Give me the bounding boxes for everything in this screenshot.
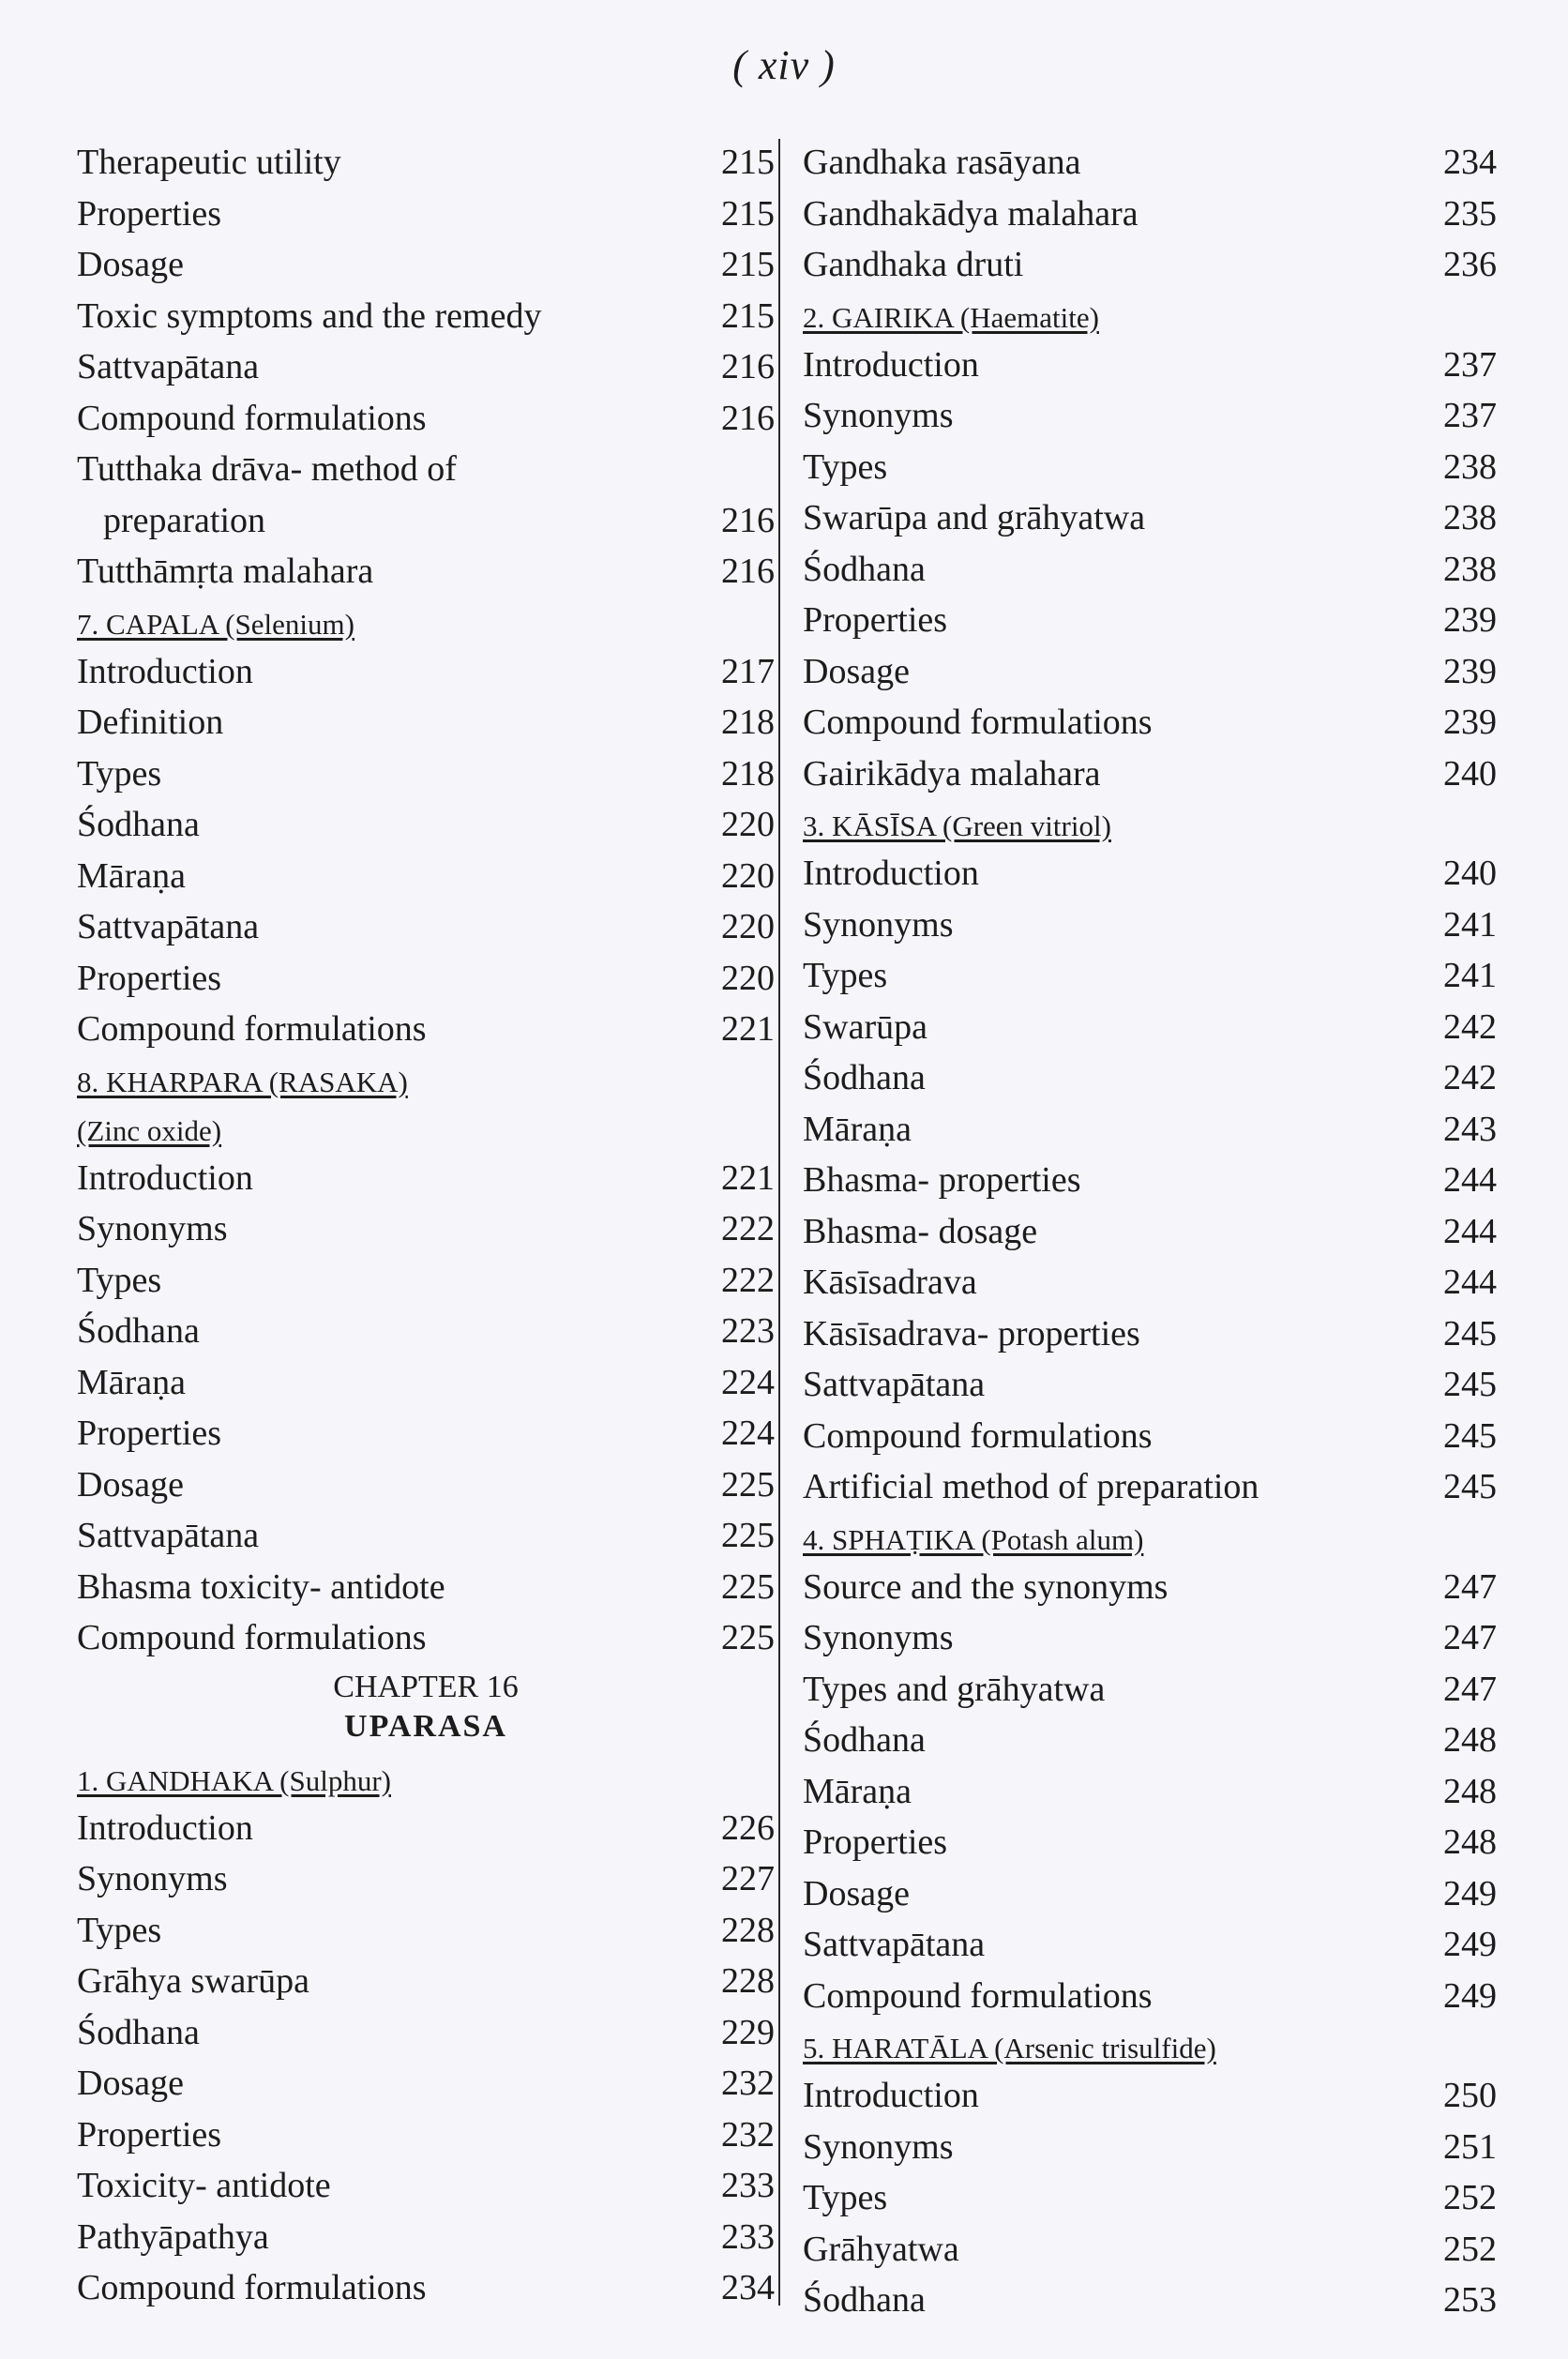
toc-page-number: 224 <box>721 1414 775 1453</box>
toc-entry <box>77 1956 775 2007</box>
toc-entry-title: Therapeutic utility <box>77 143 341 182</box>
toc-entry <box>77 1562 775 1613</box>
toc-entry-title: Types <box>77 753 162 794</box>
toc-page-number: 241 <box>1443 904 1497 945</box>
toc-page-number: 240 <box>1443 854 1497 893</box>
toc-entry <box>803 1461 1497 1513</box>
toc-entry-title: Introduction <box>803 2076 979 2115</box>
toc-entry-title: Compound formulations <box>77 398 427 438</box>
toc-page-number: 226 <box>721 1807 775 1848</box>
toc-page-number: 245 <box>1443 1415 1497 1456</box>
toc-entry-title: Properties <box>77 958 222 998</box>
toc-entry <box>803 2172 1497 2224</box>
toc-entry <box>803 749 1497 800</box>
toc-page-number: 227 <box>721 1859 775 1898</box>
toc-entry <box>803 1155 1497 1206</box>
toc-page-number: 220 <box>721 805 775 844</box>
toc-entry <box>77 1459 775 1511</box>
toc-page-number: 242 <box>1443 1058 1497 1097</box>
toc-page-number: 222 <box>721 1209 775 1248</box>
toc-entry-title: Compound formulations <box>803 703 1153 742</box>
toc-entry-title: 3. KĀSĪSA (Green vitriol) <box>803 809 1111 842</box>
toc-entry <box>77 1905 775 1957</box>
toc-page-number: 224 <box>721 1362 775 1402</box>
toc-entry <box>77 2212 775 2263</box>
toc-page-number: 247 <box>1443 1669 1497 1709</box>
toc-entry-title: Source and the synonyms <box>803 1566 1168 1607</box>
toc-page-number: 215 <box>721 193 775 234</box>
toc-entry-title: Śodhana <box>77 805 200 844</box>
toc-page-number: 225 <box>721 1566 775 1607</box>
toc-entry-title: Types <box>803 446 888 487</box>
toc-page-number: 236 <box>1443 245 1497 284</box>
toc-entry-title: 7. CAPALA (Selenium) <box>77 607 354 641</box>
toc-entry <box>803 239 1497 291</box>
toc-entry <box>77 393 775 445</box>
toc-page-number: 240 <box>1443 753 1497 794</box>
toc-entry-title: Pathyāpathya <box>77 2216 269 2257</box>
toc-entry-title: (Zinc oxide) <box>77 1113 222 1147</box>
toc-entry <box>77 1853 775 1905</box>
toc-entry <box>77 1153 775 1204</box>
toc-entry-title: Dosage <box>803 1873 910 1913</box>
toc-page-number: 243 <box>1443 1109 1497 1149</box>
toc-page-number: 238 <box>1443 446 1497 487</box>
toc-page-number: 233 <box>721 2216 775 2257</box>
toc-page-number: 221 <box>721 1009 775 1049</box>
toc-page-number: 248 <box>1443 1771 1497 1811</box>
toc-page-number: 251 <box>1443 2126 1497 2167</box>
toc-entry-title: Śodhana <box>803 1058 926 1097</box>
toc-entry <box>803 2275 1497 2326</box>
toc-entry <box>77 444 775 495</box>
toc-page-number: 220 <box>721 958 775 998</box>
toc-entry <box>803 2070 1497 2122</box>
toc-page-number: 242 <box>1443 1006 1497 1047</box>
toc-entry-title: 5. HARATĀLA (Arsenic trisulfide) <box>803 2032 1216 2064</box>
toc-page-number: 222 <box>721 1260 775 1300</box>
toc-entry <box>803 1104 1497 1156</box>
toc-entry-continuation <box>77 495 775 547</box>
toc-entry <box>77 291 775 342</box>
toc-entry <box>803 1411 1497 1462</box>
toc-entry-title: Types <box>803 956 888 995</box>
toc-entry-title: Gairikādya malahara <box>803 753 1101 794</box>
toc-entry-title: Compound formulations <box>803 1415 1153 1456</box>
toc-entry <box>77 799 775 851</box>
toc-entry <box>803 442 1497 493</box>
toc-entry-title: Properties <box>77 1414 222 1453</box>
toc-page-number: 221 <box>721 1157 775 1198</box>
toc-entry <box>803 137 1497 189</box>
toc-page-number: 249 <box>1443 1873 1497 1913</box>
toc-entry <box>803 1002 1497 1053</box>
toc-page-number: 228 <box>721 1910 775 1950</box>
toc-entry <box>77 189 775 240</box>
toc-entry <box>803 697 1497 749</box>
toc-page-number: 223 <box>721 1311 775 1351</box>
toc-entry-title: Synonyms <box>803 396 954 435</box>
toc-entry <box>77 137 775 189</box>
toc-entry-title: Swarūpa <box>803 1006 927 1047</box>
toc-entry <box>77 646 775 698</box>
toc-page-number: 220 <box>721 907 775 946</box>
toc-entry-title: 1. GANDHAKA (Sulphur) <box>77 1763 391 1797</box>
toc-entry <box>803 1206 1497 1258</box>
toc-page-number: 225 <box>721 1464 775 1505</box>
toc-page-number: 250 <box>1443 2076 1497 2115</box>
toc-entry <box>77 2109 775 2161</box>
toc-page-number: 245 <box>1443 1467 1497 1506</box>
toc-entry-title: 4. SPHAṬIKA (Potash alum) <box>803 1522 1144 1556</box>
toc-page-number: 249 <box>1443 1975 1497 2016</box>
toc-page-number: 245 <box>1443 1365 1497 1404</box>
toc-page-number: 245 <box>1443 1313 1497 1353</box>
toc-entry <box>803 1868 1497 1920</box>
toc-page-number: 228 <box>721 1961 775 2001</box>
toc-entry-title: Grāhyatwa <box>803 2229 959 2269</box>
column-divider <box>778 139 780 2306</box>
toc-page-number: 244 <box>1443 1263 1497 1302</box>
toc-entry-title: Synonyms <box>77 1859 228 1898</box>
toc-entry-title: Types <box>77 1910 162 1950</box>
toc-entry <box>77 2160 775 2212</box>
toc-entry-title: Properties <box>803 600 948 640</box>
toc-entry-title: Śodhana <box>803 549 926 589</box>
toc-entry <box>803 848 1497 900</box>
toc-page-number: 216 <box>721 398 775 438</box>
toc-entry <box>803 900 1497 951</box>
toc-entry <box>803 1664 1497 1716</box>
toc-entry-title: Tutthaka drāva- method of <box>77 449 457 489</box>
toc-entry-title: Śodhana <box>803 1720 926 1760</box>
toc-entry <box>77 546 775 597</box>
toc-page-number: 249 <box>1443 1925 1497 1964</box>
toc-entry <box>803 1308 1497 1360</box>
page-number-label: ( xiv ) <box>732 42 836 88</box>
toc-entry-title: 2. GAIRIKA (Haematite) <box>803 300 1099 334</box>
toc-entry-title: Synonyms <box>803 2126 954 2167</box>
toc-entry-title: Dosage <box>77 245 184 284</box>
toc-entry <box>77 1357 775 1409</box>
toc-entry-title: Kāsīsadrava- properties <box>803 1313 1140 1353</box>
toc-entry-title: Properties <box>77 193 222 234</box>
toc-entry <box>803 1257 1497 1308</box>
toc-entry-title: Introduction <box>77 1157 253 1198</box>
toc-entry <box>77 2262 775 2314</box>
toc-entry-title: Types <box>77 1260 162 1300</box>
toc-entry-title: Māraṇa <box>77 855 187 896</box>
toc-entry <box>77 341 775 393</box>
toc-entry <box>803 1052 1497 1104</box>
toc-entry <box>803 492 1497 544</box>
toc-page-number: 253 <box>1443 2280 1497 2320</box>
toc-page-number: 215 <box>721 143 775 182</box>
toc-entry <box>77 1255 775 1307</box>
toc-page-number: 233 <box>721 2166 775 2205</box>
toc-entry <box>77 239 775 291</box>
toc-entry-title: Bhasma- dosage <box>803 1211 1038 1251</box>
toc-page-number: 238 <box>1443 549 1497 589</box>
toc-page-number: 225 <box>721 1516 775 1555</box>
toc-entry <box>803 1919 1497 1971</box>
toc-entry-title: Śodhana <box>803 2280 926 2320</box>
toc-right-column <box>803 137 1497 2326</box>
toc-entry-title: Māraṇa <box>803 1771 912 1811</box>
toc-entry-title: Gandhaka druti <box>803 245 1024 284</box>
toc-section-heading <box>803 1513 1497 1562</box>
toc-entry-title: Compound formulations <box>77 1618 427 1657</box>
toc-entry-title: Sattvapātana <box>803 1925 986 1964</box>
toc-entry <box>77 1612 775 1664</box>
toc-entry-title: Toxic symptoms and the remedy <box>77 295 542 336</box>
toc-page-number: 217 <box>721 651 775 691</box>
toc-page-number: 234 <box>1443 143 1497 182</box>
toc-entry <box>77 1203 775 1255</box>
toc-entry <box>803 1612 1497 1664</box>
toc-section-heading <box>77 1104 775 1153</box>
toc-entry <box>77 2007 775 2059</box>
toc-entry-title: Sattvapātana <box>77 907 260 946</box>
toc-section-heading <box>803 799 1497 848</box>
toc-entry-title: Sattvapātana <box>77 347 260 386</box>
toc-entry-title: Dosage <box>77 2064 184 2103</box>
toc-page-number: 239 <box>1443 703 1497 742</box>
toc-entry <box>77 953 775 1005</box>
toc-page-number: 241 <box>1443 956 1497 995</box>
toc-entry <box>803 1562 1497 1613</box>
toc-entry-title: Compound formulations <box>77 2268 427 2307</box>
toc-section-heading <box>77 1055 775 1104</box>
toc-entry <box>803 544 1497 596</box>
toc-entry-title: 8. KHARPARA (RASAKA) <box>77 1065 408 1098</box>
toc-entry-title: Synonyms <box>77 1209 228 1248</box>
toc-entry <box>803 390 1497 442</box>
toc-page-number: 218 <box>721 753 775 794</box>
toc-page-number: 229 <box>721 2012 775 2052</box>
toc-entry <box>803 1359 1497 1411</box>
toc-entry-title: Sattvapātana <box>803 1365 986 1404</box>
toc-entry-title: Kāsīsadrava <box>803 1263 977 1302</box>
toc-entry-title: Māraṇa <box>803 1109 912 1149</box>
toc-entry-title: Types and grāhyatwa <box>803 1669 1106 1709</box>
toc-left-column <box>77 137 775 2314</box>
toc-page-number: 239 <box>1443 651 1497 691</box>
toc-entry-title: Compound formulations <box>803 1975 1153 2016</box>
toc-entry-title: Gandhaka rasāyana <box>803 143 1081 182</box>
toc-entry-title: UPARASA <box>344 1708 507 1744</box>
toc-page-number: 247 <box>1443 1566 1497 1607</box>
toc-entry-title: Introduction <box>803 854 979 893</box>
toc-page-number: 216 <box>721 552 775 591</box>
toc-page-number: 237 <box>1443 396 1497 435</box>
toc-page-number: 239 <box>1443 600 1497 640</box>
chapter-title <box>77 1705 775 1754</box>
toc-entry-title: Dosage <box>803 651 910 691</box>
toc-entry <box>803 1817 1497 1868</box>
toc-section-heading <box>803 2021 1497 2070</box>
toc-entry-title: Tutthāmṛta malahara <box>77 552 374 591</box>
toc-page-number: 234 <box>721 2268 775 2307</box>
toc-entry-title: CHAPTER 16 <box>333 1669 519 1704</box>
toc-entry-title: Artificial method of preparation <box>803 1467 1259 1506</box>
toc-entry-title: Śodhana <box>77 1311 200 1351</box>
toc-entry-title: Śodhana <box>77 2012 200 2052</box>
toc-entry <box>803 1971 1497 2022</box>
chapter-label <box>77 1664 775 1705</box>
toc-section-heading <box>77 597 775 646</box>
toc-entry <box>803 340 1497 391</box>
toc-entry <box>77 2058 775 2109</box>
toc-page-number: 235 <box>1443 193 1497 234</box>
toc-entry-title: Gandhakādya malahara <box>803 193 1138 234</box>
toc-page-number: 238 <box>1443 498 1497 537</box>
toc-page-number: 244 <box>1443 1160 1497 1200</box>
toc-page-number: 248 <box>1443 1822 1497 1862</box>
toc-entry <box>803 2122 1497 2173</box>
toc-entry-title: Introduction <box>803 344 979 385</box>
toc-page-number: 218 <box>721 703 775 742</box>
toc-page-number: 232 <box>721 2114 775 2155</box>
toc-entry-title: Toxicity- antidote <box>77 2166 331 2205</box>
toc-page-number: 248 <box>1443 1720 1497 1760</box>
toc-entry <box>77 1004 775 1055</box>
toc-entry <box>803 1766 1497 1818</box>
toc-section-heading <box>803 291 1497 340</box>
toc-entry-title: Compound formulations <box>77 1009 427 1049</box>
toc-entry <box>77 851 775 902</box>
toc-entry-title: Swarūpa and grāhyatwa <box>803 498 1146 537</box>
toc-entry <box>77 901 775 953</box>
toc-entry-title: Dosage <box>77 1464 184 1505</box>
toc-page-number: 237 <box>1443 344 1497 385</box>
toc-entry-title: Māraṇa <box>77 1362 187 1402</box>
toc-entry-title: Definition <box>77 703 224 742</box>
toc-entry <box>77 1408 775 1459</box>
toc-entry <box>77 1803 775 1854</box>
toc-page-number: 215 <box>721 295 775 336</box>
toc-entry-title: Bhasma- properties <box>803 1160 1081 1200</box>
toc-entry-title: Types <box>803 2178 888 2217</box>
toc-entry-title: Grāhya swarūpa <box>77 1961 309 2001</box>
toc-page-number: 216 <box>721 500 775 540</box>
toc-section-heading <box>77 1754 775 1803</box>
toc-entry-title: Properties <box>77 2114 222 2155</box>
toc-entry <box>803 646 1497 698</box>
toc-page-number: 215 <box>721 245 775 284</box>
toc-page-number: 252 <box>1443 2229 1497 2269</box>
toc-entry-title: Introduction <box>77 1807 253 1848</box>
toc-entry-title: Synonyms <box>803 904 954 945</box>
toc-entry <box>77 1306 775 1357</box>
toc-entry-title: Bhasma toxicity- antidote <box>77 1566 445 1607</box>
toc-entry <box>803 950 1497 1002</box>
toc-entry <box>77 1510 775 1562</box>
toc-entry <box>803 2224 1497 2276</box>
toc-entry-title: Properties <box>803 1822 948 1862</box>
toc-entry-title: Sattvapātana <box>77 1516 260 1555</box>
toc-page-number: 247 <box>1443 1618 1497 1657</box>
toc-entry-title: Introduction <box>77 651 253 691</box>
toc-entry <box>803 189 1497 240</box>
toc-entry-title: Synonyms <box>803 1618 954 1657</box>
toc-entry-title: preparation <box>103 500 266 540</box>
toc-page-number: 252 <box>1443 2178 1497 2217</box>
toc-page-number: 225 <box>721 1618 775 1657</box>
toc-entry <box>77 697 775 749</box>
toc-page-number: 216 <box>721 347 775 386</box>
toc-entry <box>803 1715 1497 1766</box>
toc-page-number: 232 <box>721 2064 775 2103</box>
toc-page-number: 244 <box>1443 1211 1497 1251</box>
toc-entry <box>77 749 775 800</box>
toc-page-number: 220 <box>721 855 775 896</box>
toc-entry <box>803 595 1497 646</box>
